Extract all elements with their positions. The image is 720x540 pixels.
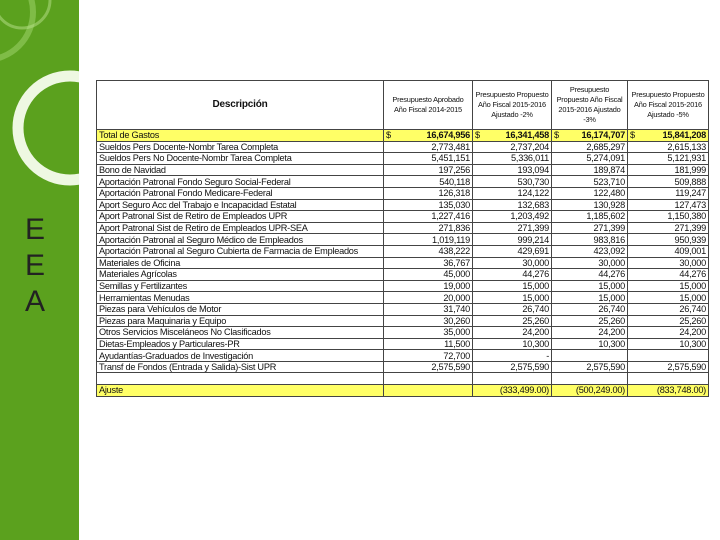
total-cell xyxy=(628,130,709,142)
total-cell xyxy=(473,130,552,142)
row-value: 523,710 xyxy=(552,176,628,188)
row-value: 2,575,590 xyxy=(473,361,552,373)
row-value: 1,150,380 xyxy=(628,211,709,223)
table-row xyxy=(97,315,709,327)
header-row xyxy=(97,81,709,130)
sidebar-letters xyxy=(20,212,50,320)
row-value xyxy=(552,350,628,362)
row-value: 983,816 xyxy=(552,234,628,246)
row-value: 24,200 xyxy=(628,327,709,339)
ajuste-row xyxy=(97,385,709,397)
row-value: 2,685,297 xyxy=(552,141,628,153)
row-label: Aport Patronal Sist de Retiro de Empleados UPR-SEA xyxy=(97,222,384,234)
ajuste-value: (333,499.00) xyxy=(473,385,552,397)
row-label: Aportación Patronal al Seguro Cubierta de Farmacia de Empleados xyxy=(97,245,384,257)
row-value: 181,999 xyxy=(628,164,709,176)
row-value: 2,737,204 xyxy=(473,141,552,153)
row-value: 72,700 xyxy=(384,350,473,362)
table-row xyxy=(97,234,709,246)
row-value: 10,300 xyxy=(473,338,552,350)
blank-row xyxy=(97,373,709,385)
currency-symbol: $ xyxy=(386,130,391,141)
row-value: 15,000 xyxy=(628,280,709,292)
table-row xyxy=(97,222,709,234)
row-value: 509,888 xyxy=(628,176,709,188)
row-value: 2,575,590 xyxy=(384,361,473,373)
row-value: 438,222 xyxy=(384,245,473,257)
table-row xyxy=(97,361,709,373)
row-value: 132,683 xyxy=(473,199,552,211)
blank-cell xyxy=(473,373,552,385)
row-value: 26,740 xyxy=(628,303,709,315)
row-label: Aport Seguro Acc del Trabajo e Incapacidad Estatal xyxy=(97,199,384,211)
row-value: 127,473 xyxy=(628,199,709,211)
row-value: 1,185,602 xyxy=(552,211,628,223)
budget-table xyxy=(96,80,709,397)
row-value: 25,260 xyxy=(473,315,552,327)
table-row xyxy=(97,176,709,188)
blank-cell xyxy=(628,373,709,385)
table-row xyxy=(97,245,709,257)
row-label: Piezas para Maquinaria y Equipo xyxy=(97,315,384,327)
currency-symbol: $ xyxy=(475,130,480,141)
row-value: 35,000 xyxy=(384,327,473,339)
row-value: 10,300 xyxy=(628,338,709,350)
sidebar-letter-1: E xyxy=(24,213,45,246)
table-row xyxy=(97,292,709,304)
row-value: 119,247 xyxy=(628,187,709,199)
row-value: 10,300 xyxy=(552,338,628,350)
row-value: 36,767 xyxy=(384,257,473,269)
row-value: 271,836 xyxy=(384,222,473,234)
currency-symbol: $ xyxy=(554,130,559,141)
row-value: 30,000 xyxy=(473,257,552,269)
row-value: 31,740 xyxy=(384,303,473,315)
row-value: 2,773,481 xyxy=(384,141,473,153)
total-value: 16,674,956 xyxy=(426,130,470,141)
row-value: 1,203,492 xyxy=(473,211,552,223)
row-value: 15,000 xyxy=(473,292,552,304)
row-value: 5,336,011 xyxy=(473,153,552,165)
row-label: Transf de Fondos (Entrada y Salida)-Sist UPR xyxy=(97,361,384,373)
ajuste-value xyxy=(384,385,473,397)
row-value: 5,274,091 xyxy=(552,153,628,165)
row-value xyxy=(628,350,709,362)
row-value: 130,928 xyxy=(552,199,628,211)
row-value: 189,874 xyxy=(552,164,628,176)
row-value: 950,939 xyxy=(628,234,709,246)
sidebar-letter-2: E xyxy=(24,249,45,282)
total-row xyxy=(97,130,709,142)
header-proposed-minus-3: Presupuesto Propuesto Año Fiscal 2015-2016 Ajustado -3% xyxy=(552,81,628,130)
row-value: 271,399 xyxy=(473,222,552,234)
table-row xyxy=(97,269,709,281)
table-row xyxy=(97,350,709,362)
header-approved-2014-2015: Presupuesto Aprobado Año Fiscal 2014-2015 xyxy=(384,81,473,130)
row-value: 15,000 xyxy=(552,292,628,304)
table-row xyxy=(97,280,709,292)
row-value: 2,615,133 xyxy=(628,141,709,153)
row-value: 5,451,151 xyxy=(384,153,473,165)
sidebar-letter-3: A xyxy=(24,285,45,318)
row-value: 30,260 xyxy=(384,315,473,327)
total-label: Total de Gastos xyxy=(97,130,384,142)
row-value: 126,318 xyxy=(384,187,473,199)
decorative-circle-top xyxy=(0,0,33,60)
table-row xyxy=(97,303,709,315)
row-value: 15,000 xyxy=(552,280,628,292)
row-value: 15,000 xyxy=(628,292,709,304)
header-proposed-minus-5: Presupuesto Propuesto Año Fiscal 2015-2016 Ajustado -5% xyxy=(628,81,709,130)
row-value: 1,019,119 xyxy=(384,234,473,246)
row-label: Sueldos Pers No Docente-Nombr Tarea Completa xyxy=(97,153,384,165)
row-value: 24,200 xyxy=(473,327,552,339)
ajuste-value: (500,249.00) xyxy=(552,385,628,397)
row-label: Bono de Navidad xyxy=(97,164,384,176)
row-value: 271,399 xyxy=(552,222,628,234)
ajuste-label: Ajuste xyxy=(97,385,384,397)
table-row xyxy=(97,141,709,153)
row-value: 44,276 xyxy=(628,269,709,281)
table-row xyxy=(97,338,709,350)
row-value: 20,000 xyxy=(384,292,473,304)
row-label: Piezas para Vehículos de Motor xyxy=(97,303,384,315)
table-row xyxy=(97,164,709,176)
row-value: 44,276 xyxy=(552,269,628,281)
row-value: 44,276 xyxy=(473,269,552,281)
row-label: Aportación Patronal al Seguro Médico de Empleados xyxy=(97,234,384,246)
row-label: Semillas y Fertilizantes xyxy=(97,280,384,292)
row-value: 2,575,590 xyxy=(628,361,709,373)
row-value: 1,227,416 xyxy=(384,211,473,223)
blank-cell xyxy=(552,373,628,385)
row-value: 26,740 xyxy=(552,303,628,315)
table-row xyxy=(97,211,709,223)
row-value: 5,121,931 xyxy=(628,153,709,165)
blank-cell xyxy=(384,373,473,385)
row-label: Ayudantías-Graduados de Investigación xyxy=(97,350,384,362)
row-value: 24,200 xyxy=(552,327,628,339)
row-value: 45,000 xyxy=(384,269,473,281)
budget-spreadsheet xyxy=(96,80,708,397)
row-label: Aportación Patronal Fondo Medicare-Federal xyxy=(97,187,384,199)
total-value: 16,174,707 xyxy=(581,130,625,141)
ajuste-value: (833,748.00) xyxy=(628,385,709,397)
total-value: 16,341,458 xyxy=(505,130,549,141)
row-label: Aport Patronal Sist de Retiro de Empleados UPR xyxy=(97,211,384,223)
row-label: Dietas-Empleados y Particulares-PR xyxy=(97,338,384,350)
table-row xyxy=(97,153,709,165)
row-label: Materiales Agrícolas xyxy=(97,269,384,281)
blank-cell xyxy=(97,373,384,385)
decorative-circle-top-small xyxy=(0,0,50,28)
table-row xyxy=(97,327,709,339)
row-value: 197,256 xyxy=(384,164,473,176)
row-value: 122,480 xyxy=(552,187,628,199)
row-value: 124,122 xyxy=(473,187,552,199)
total-cell xyxy=(384,130,473,142)
row-label: Materiales de Oficina xyxy=(97,257,384,269)
total-value: 15,841,208 xyxy=(662,130,706,141)
row-value: 26,740 xyxy=(473,303,552,315)
row-label: Aportación Patronal Fondo Seguro Social-Federal xyxy=(97,176,384,188)
row-value: 423,092 xyxy=(552,245,628,257)
row-value: 409,001 xyxy=(628,245,709,257)
row-value: 271,399 xyxy=(628,222,709,234)
row-value: 30,000 xyxy=(552,257,628,269)
row-value: 540,118 xyxy=(384,176,473,188)
row-value: 25,260 xyxy=(552,315,628,327)
row-value: 193,094 xyxy=(473,164,552,176)
row-value: 11,500 xyxy=(384,338,473,350)
row-label: Otros Servicios Misceláneos No Clasificados xyxy=(97,327,384,339)
row-value: 135,030 xyxy=(384,199,473,211)
row-label: Herramientas Menudas xyxy=(97,292,384,304)
green-sidebar xyxy=(0,0,79,540)
header-description: Descripción xyxy=(97,81,384,130)
header-proposed-minus-2: Presupuesto Propuesto Año Fiscal 2015-2016 Ajustado -2% xyxy=(473,81,552,130)
row-value: 15,000 xyxy=(473,280,552,292)
total-cell xyxy=(552,130,628,142)
row-value: 19,000 xyxy=(384,280,473,292)
decorative-circle-large xyxy=(18,76,79,180)
row-value: 30,000 xyxy=(628,257,709,269)
row-value: 25,260 xyxy=(628,315,709,327)
row-value: 2,575,590 xyxy=(552,361,628,373)
row-label: Sueldos Pers Docente-Nombr Tarea Completa xyxy=(97,141,384,153)
table-row xyxy=(97,257,709,269)
row-value: 429,691 xyxy=(473,245,552,257)
row-value: 999,214 xyxy=(473,234,552,246)
table-row xyxy=(97,187,709,199)
row-value: - xyxy=(473,350,552,362)
row-value: 530,730 xyxy=(473,176,552,188)
currency-symbol: $ xyxy=(630,130,635,141)
table-row xyxy=(97,199,709,211)
